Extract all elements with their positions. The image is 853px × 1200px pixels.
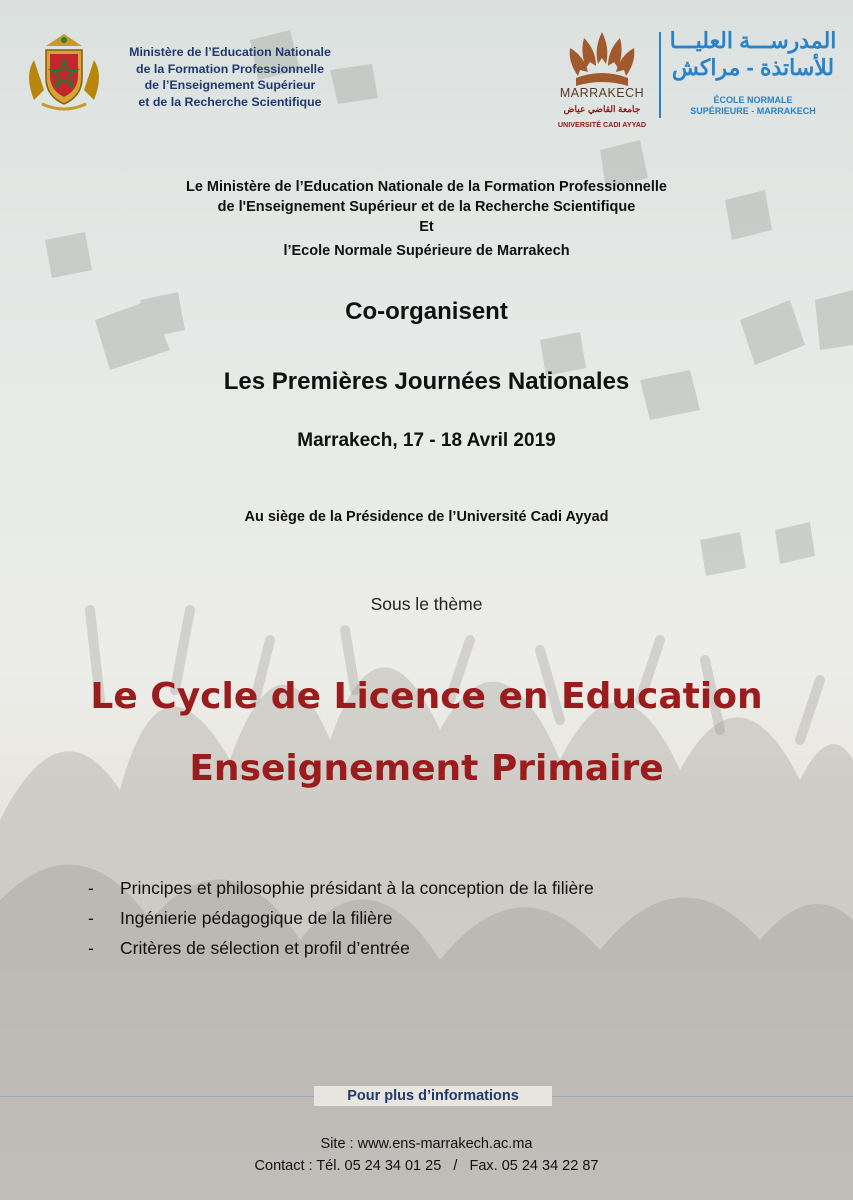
ministry-name-line: et de la Recherche Scientifique (138, 94, 322, 109)
bullet-dash: - (88, 938, 94, 958)
contact-text: Contact : Tél. 05 24 34 01 25 / Fax. 05 24 34 22 87 (254, 1158, 599, 1174)
theme-title-line: Enseignement Primaire (189, 748, 664, 789)
morocco-coat-of-arms-logo (22, 30, 106, 116)
organizer-line: Le Ministère de l’Education Nationale de la Formation Professionnelle (185, 179, 667, 195)
organizer-line: Et (419, 219, 434, 235)
list-item (88, 903, 788, 933)
topic-text: Ingénierie pédagogique de la filière (120, 908, 393, 928)
event-venue: Au siège de la Présidence de l’Université Cadi Ayyad (244, 509, 609, 525)
website-text: Site : www.ens-marrakech.ac.ma (320, 1136, 533, 1152)
university-name-arabic: جامعة القاضي عياض (563, 104, 641, 114)
ministry-name-line: de la Formation Professionnelle (136, 61, 324, 76)
university-name-french: UNIVERSITÉ CADI AYYAD (557, 120, 647, 129)
ens-name-french-line: ÉCOLE NORMALE (713, 95, 793, 105)
topic-text: Critères de sélection et profil d’entrée (120, 938, 410, 958)
theme-title-line: Le Cycle de Licence en Education (90, 676, 763, 717)
list-item (88, 933, 788, 963)
organizer-line: l’Ecole Normale Supérieure de Marrakech (283, 243, 570, 259)
bullet-dash: - (88, 908, 94, 928)
topics-list (88, 873, 788, 963)
ens-name-french-line: SUPÉRIEURE - MARRAKECH (690, 106, 816, 116)
ens-name-arabic-line: للأساتذة - مراكش (671, 55, 835, 80)
co-organize-heading: Co-organisent (345, 298, 508, 325)
ministry-name (112, 44, 348, 110)
topic-text: Principes et philosophie présidant à la conception de la filière (120, 878, 594, 898)
event-date: Marrakech, 17 - 18 Avril 2019 (297, 430, 556, 451)
header-divider (659, 32, 661, 118)
more-info-label: Pour plus d’informations (314, 1086, 552, 1106)
ministry-name-line: de l’Enseignement Supérieur (144, 78, 316, 92)
ministry-name-line: Ministère de l’Education Nationale (129, 45, 331, 59)
list-item (88, 873, 788, 903)
event-title: Les Premières Journées Nationales (223, 368, 630, 395)
bullet-dash: - (88, 878, 94, 898)
university-city: MARRAKECH (559, 86, 645, 100)
theme-intro: Sous le thème (370, 594, 483, 614)
ens-name-arabic-line: المدرســـة العليـــا (669, 28, 837, 53)
organizer-line: de l'Enseignement Supérieur et de la Recherche Scientifique (217, 199, 636, 215)
